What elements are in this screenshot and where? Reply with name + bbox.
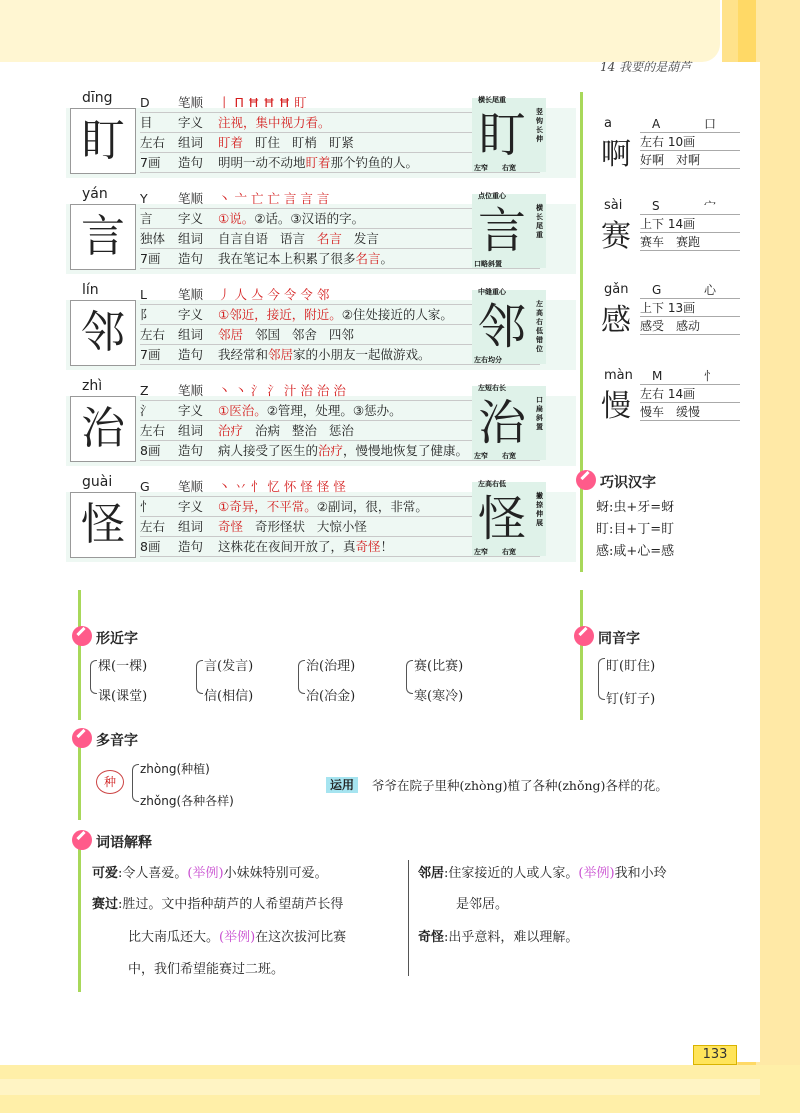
character: 治 <box>81 403 125 454</box>
word: 大惊小怪 <box>316 519 367 534</box>
right-char-card: a 啊 A 口 左右 10画 好啊 对啊 <box>596 116 746 196</box>
similar-char: 治(治理) <box>306 659 356 674</box>
word-list <box>218 326 354 344</box>
char-box <box>70 108 136 174</box>
right-char-card: sài 赛 S 宀 上下 14画 赛车 赛跑 <box>596 198 746 278</box>
qiaoshi-title: 巧识汉字 <box>600 475 656 491</box>
pencil-icon <box>72 830 92 850</box>
stroke-order: 丶 丶 氵 氵 汁 治 治 治 <box>218 383 346 398</box>
char-entry: lín 邻 L 笔顺 丿 人 亼 今 令 令 邻 阝 字义 ①邻近，接近，附近。②住处接近的人家。 左右 组词 邻居 邻国 邻舍 四邻 7画 造句 我经常和邻居家的小朋友一起做游戏。 邻 中缝重心 左高右低错位 左右均分 <box>66 284 586 380</box>
word-list <box>218 518 367 536</box>
pinyin: guài <box>82 474 113 490</box>
meaning: ①说。②话。③汉语的字。 <box>218 211 365 226</box>
word: 治病 <box>254 423 280 438</box>
word: 邻舍 <box>291 327 317 342</box>
word-list <box>218 422 354 440</box>
char-entry: guài 怪 G 笔顺 丶 丷 忄 忆 怀 怪 怪 怪 忄 字义 ①奇异，不平常。②副词，很，非常。 左右 组词 奇怪 奇形怪状 大惊小怪 8画 造句 这株花在夜间开放了，真奇怪！ 怪 左高右低 撇捺伸展 左窄 右宽 <box>66 476 586 572</box>
char-entry: dīng 盯 D 笔顺 丨 П Ħ Ħ Ħ 盯 目 字义 注视，集中视力看。 左右 组词 盯着 盯住 盯梢 盯紧 7画 造句 明明一动不动地盯着那个钓鱼的人。 盯 横长尾重 竖钩长伸 左窄 右宽 <box>66 92 586 188</box>
xingjin-title: 形近字 <box>96 631 138 647</box>
guide-character: 言 <box>477 203 526 259</box>
char-entry: yán 言 Y 笔顺 丶 亠 亡 亡 言 言 言 言 字义 ①说。②话。③汉语的字。 独体 组词 自言自语 语言 名言 发言 7画 造句 我在笔记本上积累了很多名言。 言 点位重心 横长尾重 口略斜置 <box>66 188 586 284</box>
qiaoshi-line: 蚜:虫+牙=蚜 <box>596 500 675 515</box>
character: 盯 <box>81 115 125 166</box>
word: 名言 <box>316 231 342 246</box>
word: 邻国 <box>254 327 280 342</box>
pinyin: màn <box>604 368 633 383</box>
word: 整治 <box>291 423 317 438</box>
pinyin: sài <box>604 198 623 213</box>
pinyin: gǎn <box>604 282 629 297</box>
writing-guide: 言 点位重心 横长尾重 口略斜置 <box>472 194 546 268</box>
page-number: 133 <box>693 1045 737 1065</box>
word-list <box>218 134 354 152</box>
sentence: 我经常和邻居家的小朋友一起做游戏。 <box>218 347 431 362</box>
ciyu-entry: 可爱:令人喜爱。(举例)小妹妹特别可爱。 <box>92 866 328 881</box>
character: 感 <box>601 303 631 338</box>
word: 语言 <box>279 231 305 246</box>
tongyin-title: 同音字 <box>598 631 640 647</box>
character: 啊 <box>601 137 631 172</box>
pencil-icon <box>72 728 92 748</box>
word: 自言自语 <box>218 231 269 246</box>
duoyin-sentence: 爷爷在院子里种(zhòng)植了各种(zhǒng)各样的花。 <box>372 778 668 793</box>
pinyin: dīng <box>82 90 113 106</box>
character: 言 <box>81 211 125 262</box>
guide-character: 邻 <box>477 299 526 355</box>
usage-badge: 运用 <box>326 777 358 793</box>
word: 发言 <box>353 231 379 246</box>
duoyin-reading: zhǒng(各种各样) <box>140 794 234 808</box>
similar-char: 冶(冶金) <box>306 689 356 704</box>
duoyin-char: 种 <box>96 770 124 794</box>
lesson-header: 14 我要的是葫芦 <box>600 60 692 74</box>
char-entry: zhì 治 Z 笔顺 丶 丶 氵 氵 汁 治 治 治 氵 字义 ①医治。②管理，处理。③惩办。 左右 组词 治疗 治病 整治 惩治 8画 造句 病人接受了医生的治疗，慢慢地恢复了健康。 治 左短右长 口扁斜置 左窄 右宽 <box>66 380 586 476</box>
sentence: 病人接受了医生的治疗，慢慢地恢复了健康。 <box>218 443 469 458</box>
character: 邻 <box>81 307 125 358</box>
word-list <box>218 230 379 248</box>
character: 怪 <box>81 499 125 550</box>
ciyu-entry: 邻居:住家接近的人或人家。(举例)我和小玲 <box>418 866 667 881</box>
ciyu-title: 词语解释 <box>96 835 152 851</box>
duoyin-title: 多音字 <box>96 733 138 749</box>
similar-char: 赛(比赛) <box>414 659 464 674</box>
page: 14 我要的是葫芦 dīng 盯 D 笔顺 丨 П Ħ Ħ Ħ 盯 目 字义 注视，集中视力看。 左右 组词 盯着 盯住 盯梢 盯紧 7画 造句 明明一动不动地盯着那个钓鱼的人。 盯 横长尾重 竖钩长伸 左窄 右宽 yán 言 Y 笔顺 丶 亠 亡 亡 言 言 言 言 字义 ①说。②话。③汉语的字。 独体 组词 自言自语 语言 名言 发言 7画 造句 我在笔记本上积累了很多名言。 言 点位重心 横长尾重 口略斜置 lín 邻 L 笔顺 丿 人 亼 今 令 令 邻 阝 字义 ①邻近，接近，附近。②住处接近的人家。 左右 组词 邻居 邻国 邻舍 四邻 7画 造句 我经常和邻居家的小朋友一起做游戏。 邻 中缝重心 左高右低错位 左右均分 zhì 治 Z 笔顺 丶 丶 氵 氵 汁 治 治 治 氵 字义 ①医治。②管理，处理。③惩办。 左右 组词 治疗 治病 整治 惩治 8画 造句 病人接受了医生的治疗，慢慢地恢复了健康。 治 左短右长 口扁斜置 左窄 右宽 guài 怪 G 笔顺 丶 丷 忄 忆 怀 怪 怪 怪 忄 字义 ①奇异，不平常。②副词，很，非常。 左右 组词 奇怪 奇形怪状 大惊小怪 8画 造句 这株花在夜间开放了，真奇怪！ 怪 左高右低 撇捺伸展 左窄 右宽 a 啊 A 口 左右 10画 好啊 对啊 sài 赛 S 宀 上下 14画 赛车 赛跑 gǎn 感 G 心 上下 13画 感受 感动 màn 慢 M 忄 左右 14画 慢车 缓慢 巧识汉字 蚜:虫+牙=蚜 盯:目+丁=盯 感:咸+心=感 形近字 棵(一棵) 课(课堂) 言(发言) 信(相信) 治(治理) 冶(冶金) 赛(比赛) 寒(寒冷) 同音字 盯(盯住) 钉(钉子) 多音字 种 zhòng(种植) zhǒng(各种各样) 运用 爷爷在院子里种(zhòng)植了各种(zhǒng)各样的花。 词语解释 可爱:令人喜爱。(举例)小妹妹特别可爱。 赛过:胜过。文中指种葫芦的人希望葫芦长得 比大南瓜还大。(举例)在这次拔河比赛 中，我们希望能赛过二班。 邻居:住家接近的人或人家。(举例)我和小玲 是邻居。 奇怪:出乎意料，难以理解。 133 <box>0 0 800 1113</box>
guide-character: 治 <box>477 395 526 451</box>
guide-character: 怪 <box>477 491 526 547</box>
word: 盯住 <box>254 135 280 150</box>
pinyin: zhì <box>82 378 103 394</box>
similar-char: 言(发言) <box>204 659 254 674</box>
writing-guide: 邻 中缝重心 左高右低错位 左右均分 <box>472 290 546 364</box>
guide-character: 盯 <box>477 107 526 163</box>
meaning: ①医治。②管理，处理。③惩办。 <box>218 403 402 418</box>
writing-guide: 治 左短右长 口扁斜置 左窄 右宽 <box>472 386 546 460</box>
stroke-order: 丨 П Ħ Ħ Ħ 盯 <box>218 95 307 110</box>
top-tab <box>0 0 720 62</box>
word: 盯梢 <box>291 135 317 150</box>
pencil-icon <box>72 626 92 646</box>
qiaoshi-line: 感:咸+心=感 <box>596 544 675 559</box>
word: 惩治 <box>328 423 354 438</box>
meaning: ①奇异，不平常。②副词，很，非常。 <box>218 499 428 514</box>
right-char-card: màn 慢 M 忄 左右 14画 慢车 缓慢 <box>596 368 746 448</box>
meaning: 注视，集中视力看。 <box>218 115 331 130</box>
character: 慢 <box>601 389 631 424</box>
char-box <box>70 396 136 462</box>
duoyin-reading: zhòng(种植) <box>140 762 210 776</box>
sentence: 这株花在夜间开放了，真奇怪！ <box>218 539 394 554</box>
pencil-icon <box>576 470 596 490</box>
word: 治疗 <box>218 423 244 438</box>
word: 奇怪 <box>218 519 244 534</box>
sentence: 我在笔记本上积累了很多名言。 <box>218 251 394 266</box>
ciyu-entry: 奇怪:出乎意料，难以理解。 <box>418 930 579 945</box>
pinyin: a <box>604 116 612 131</box>
word: 邻居 <box>218 327 244 342</box>
char-box <box>70 204 136 270</box>
word: 盯着 <box>218 135 244 150</box>
stroke-order: 丿 人 亼 今 令 令 邻 <box>218 287 330 302</box>
similar-char: 信(相信) <box>204 689 254 704</box>
char-box <box>70 300 136 366</box>
similar-char: 寒(寒冷) <box>414 689 464 704</box>
sentence: 明明一动不动地盯着那个钓鱼的人。 <box>218 155 419 170</box>
pencil-icon <box>574 626 594 646</box>
tongyin-item: 钉(钉子) <box>606 692 656 707</box>
stroke-order: 丶 丷 忄 忆 怀 怪 怪 怪 <box>218 479 346 494</box>
word: 四邻 <box>328 327 354 342</box>
pinyin: yán <box>82 186 108 202</box>
word: 奇形怪状 <box>254 519 305 534</box>
stroke-order: 丶 亠 亡 亡 言 言 言 <box>218 191 330 206</box>
pinyin: lín <box>82 282 99 298</box>
similar-char: 课(课堂) <box>98 689 148 704</box>
word: 盯紧 <box>328 135 354 150</box>
writing-guide: 怪 左高右低 撇捺伸展 左窄 右宽 <box>472 482 546 556</box>
ciyu-entry: 赛过:胜过。文中指种葫芦的人希望葫芦长得 <box>92 897 344 912</box>
qiaoshi-line: 盯:目+丁=盯 <box>596 522 675 537</box>
character: 赛 <box>601 219 631 254</box>
meaning: ①邻近，接近，附近。②住处接近的人家。 <box>218 307 453 322</box>
char-box <box>70 492 136 558</box>
tongyin-item: 盯(盯住) <box>606 659 656 674</box>
right-char-card: gǎn 感 G 心 上下 13画 感受 感动 <box>596 282 746 362</box>
similar-char: 棵(一棵) <box>98 659 148 674</box>
writing-guide: 盯 横长尾重 竖钩长伸 左窄 右宽 <box>472 98 546 172</box>
